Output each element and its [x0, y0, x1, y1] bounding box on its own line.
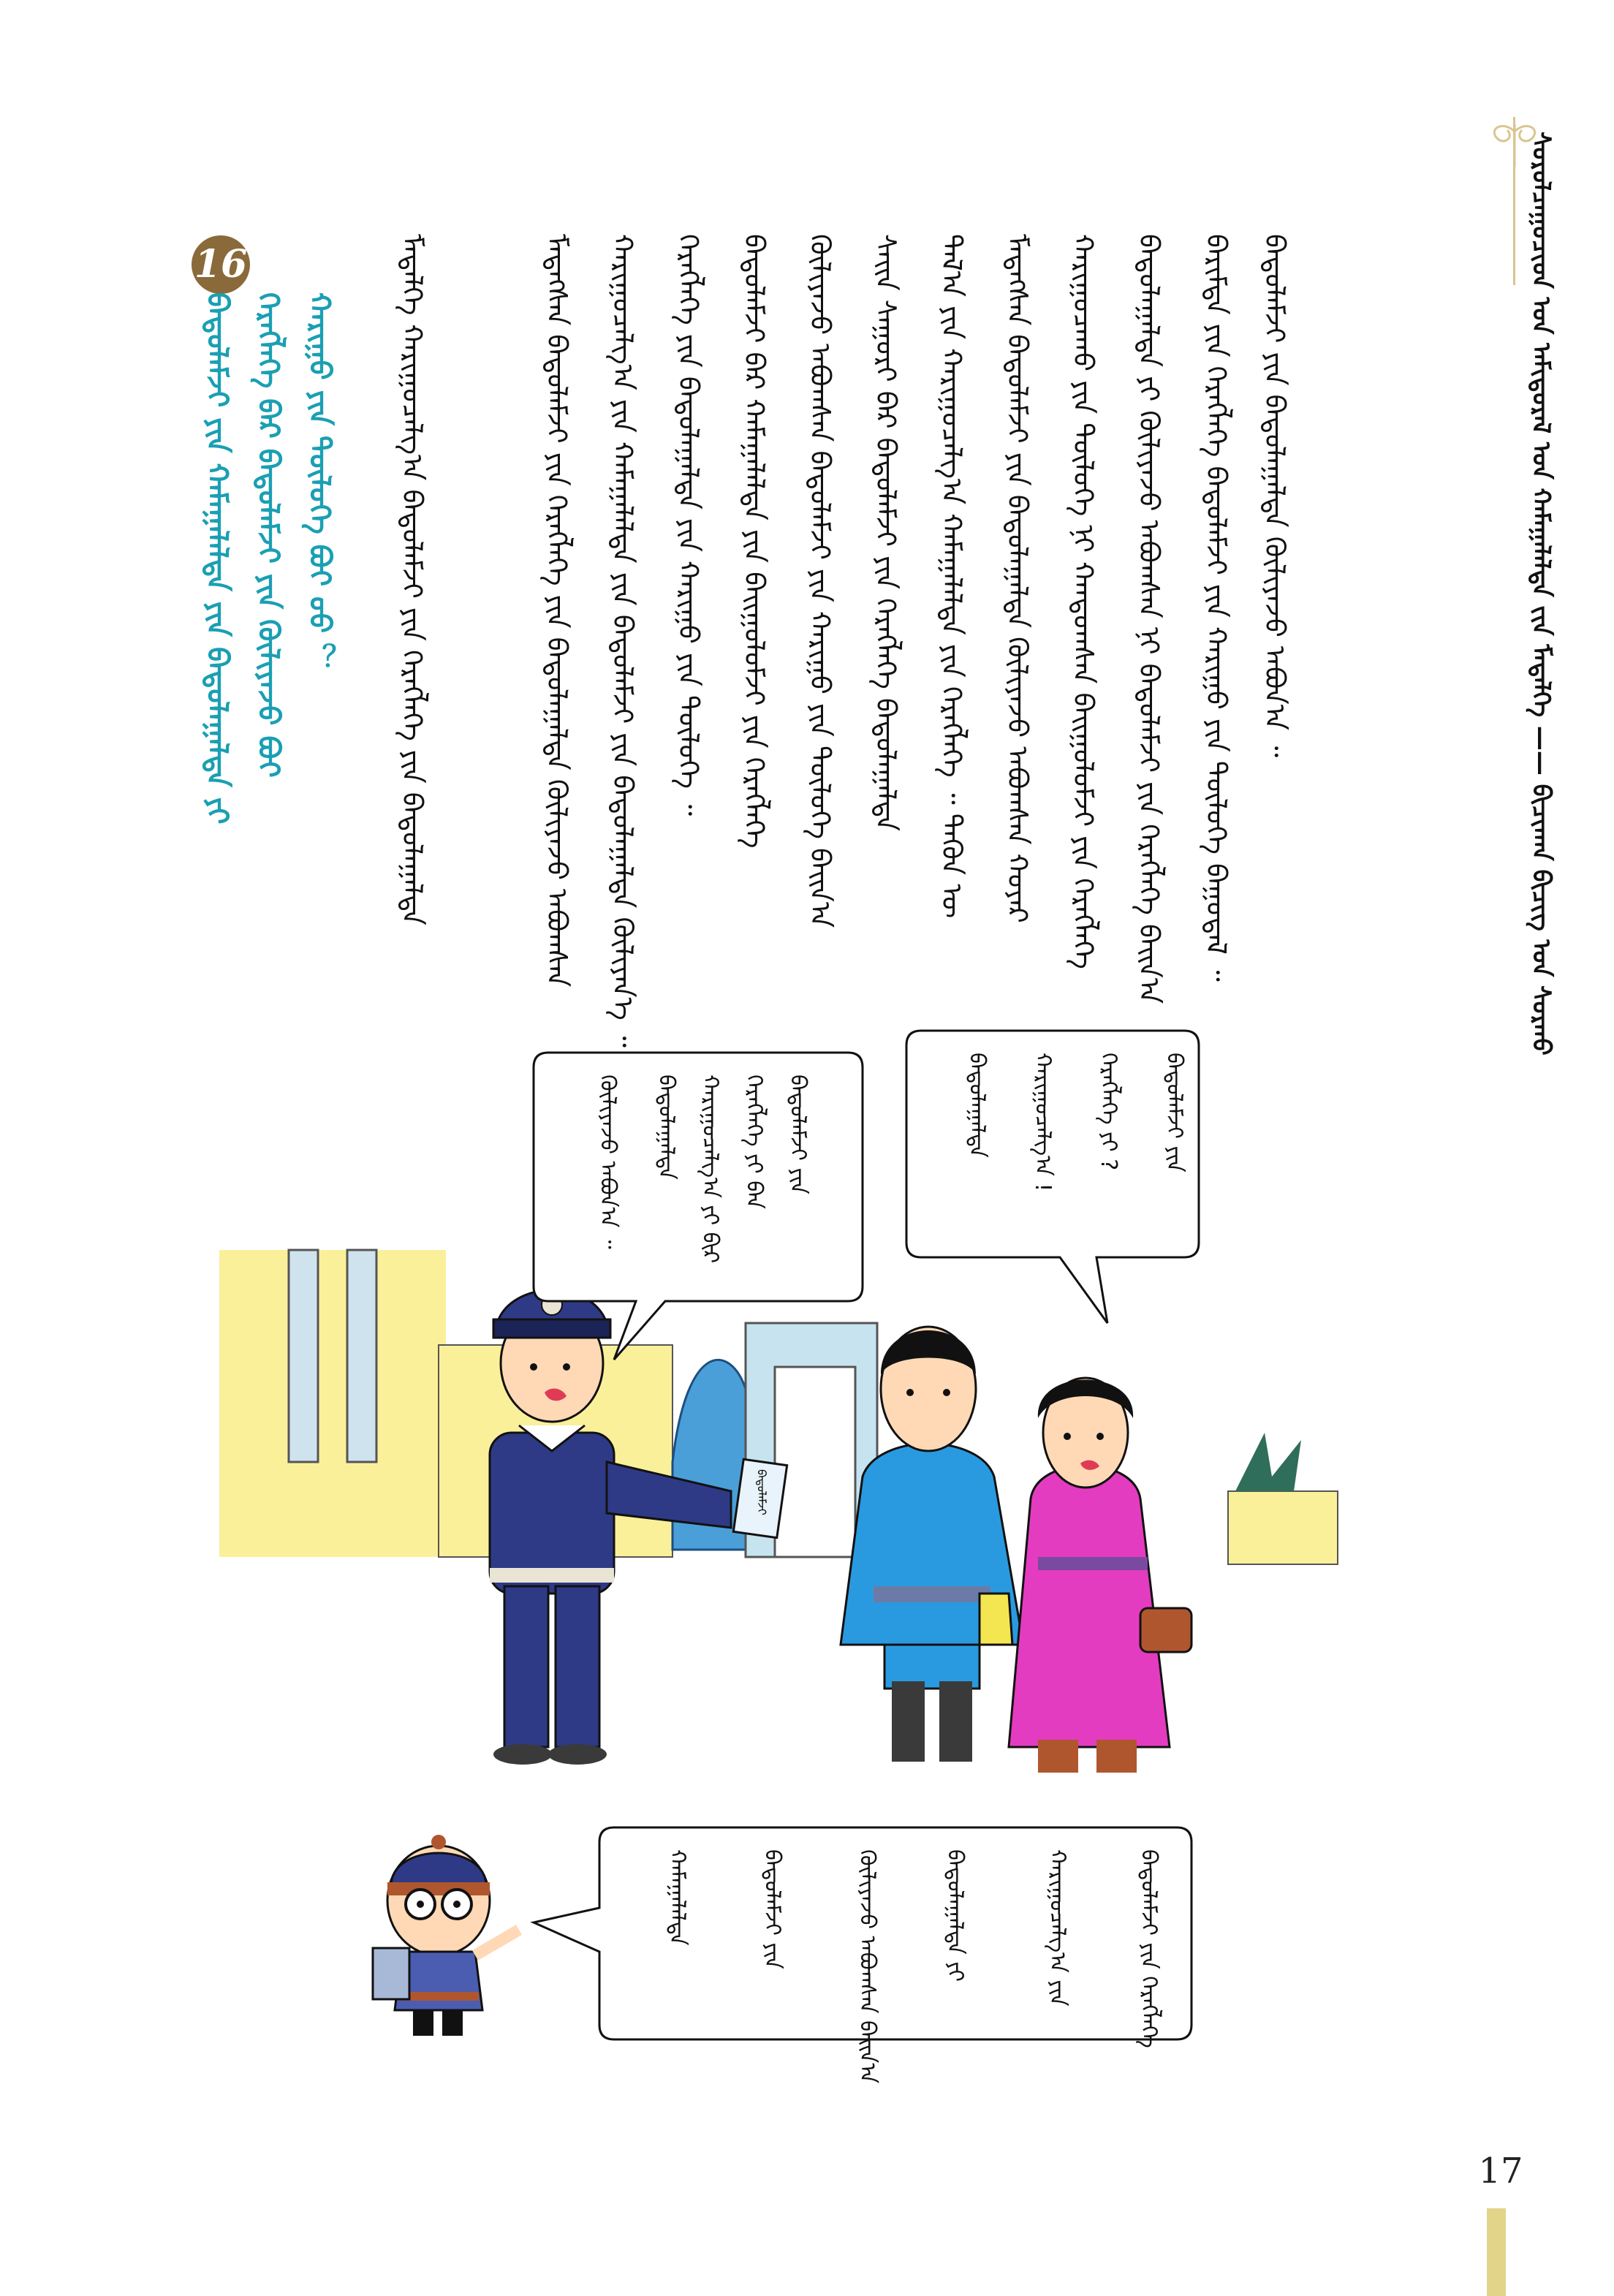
body-line: ᠬᠠᠷᠢᠭᠤᠴᠠᠬᠤ ᠶᠢᠨ ᠲᠥᠯᠥᠭᠡ ᠨᠢ ᠬᠠᠨᠳᠤᠭᠰᠠᠨ ᠪᠠᠢᠭᠤᠯᠤᠮᠵᠢ ᠶᠢᠨ ᠬᠡᠷᠡᠭᠯᠡᠭᠡ: [1067, 234, 1099, 969]
body-line: ᠬᠦᠯᠢᠶᠡᠵᠦ ᠠᠪᠤᠭᠰᠠᠨ ᠪᠠᠲᠤᠯᠠᠮᠵᠢ ᠶᠢᠨ ᠬᠠᠷᠢᠭᠤ ᠶᠢᠨ ᠲᠥᠯᠥᠭᠡ ᠪᠠᠢᠨ᠎ᠠ: [804, 234, 836, 928]
body-line: ᠪᠠᠲᠤᠯᠠᠮᠵᠢ ᠪᠠᠷ ᠬᠠᠮᠠᠭᠠᠯᠠᠯᠲᠠ ᠶᠢᠨ ᠪᠠᠢᠭᠤᠯᠤᠮᠵᠢ ᠶᠢᠨ ᠬᠡᠷᠡᠭᠯᠡᠭᠡ: [738, 234, 770, 849]
bubble-bottom-line: ᠬᠠᠮᠠᠭᠠᠯᠠᠯᠲᠠ: [664, 1849, 690, 1946]
bubble-left-line: ᠬᠠᠷᠢᠭᠤᠴᠠᠯᠭ᠎ᠠ ᠶᠢ ᠪᠢᠷ: [697, 1075, 723, 1264]
running-header: ᠰᠤᠷᠤᠯᠴᠠᠭᠤᠴᠢᠳ ᠤᠨ ᠠᠮᠢᠳᠤᠷᠠᠯ ᠤᠨ ᠬᠠᠮᠠᠭᠠᠯᠠᠯᠲᠠ ᠵᠢᠨ ᠮᠡᠳᠡᠯᠭᠡ —— ᠪᠢᠴᠢᠬᠠᠨ ᠪᠢᠴᠢᠭ ᠤᠨ ᠰᠤᠷᠬᠤ: [1526, 132, 1556, 1056]
card-text: ᠪᠠᠲᠤᠯᠠᠮᠵᠢ: [754, 1469, 769, 1515]
body-line: ᠬᠠᠷᠢᠭᠤᠴᠠᠯᠭ᠎ᠠ ᠶᠢᠨ ᠬᠠᠮᠠᠭᠠᠯᠠᠯᠲᠠ ᠶᠢᠨ ᠪᠠᠲᠤᠯᠠᠮᠵᠢ ᠶᠢᠨ ᠪᠠᠲᠤᠯᠠᠭᠠᠯᠲᠠ ᠬᠦᠯᠢᠶᠡᠨ᠎ᠡ ᠃: [607, 234, 639, 1047]
body-line: ᠪᠠᠲᠤᠯᠠᠭᠠᠯᠲᠠ ᠶᠢ ᠬᠦᠯᠢᠶᠡᠵᠦ ᠠᠪᠤᠭᠰᠠᠨ ᠨᠢ ᠪᠠᠲᠤᠯᠠᠮᠵᠢ ᠶᠢᠨ ᠬᠡᠷᠡᠭᠯᠡᠭᠡ ᠪᠠᠢᠨ᠎ᠠ: [1133, 234, 1165, 1004]
body-text: [396, 234, 1297, 1047]
body-line: ᠪᠠᠲᠤᠯᠠᠮᠵᠢ ᠶᠢᠨ ᠪᠠᠲᠤᠯᠠᠭᠠᠯᠲᠠ ᠬᠦᠯᠢᠶᠡᠵᠦ ᠠᠪᠤᠨ᠎ᠠ ᠃: [1259, 234, 1291, 758]
bubble-bottom-line: ᠬᠦᠯᠢᠶᠡᠵᠦ ᠠᠪᠤᠭᠰᠠᠨ ᠪᠠᠢᠨ᠎ᠠ: [855, 1849, 880, 2084]
bubble-left-line: ᠬᠡᠷᠡᠭᠯᠡᠭᠡ ᠶᠢ ᠪᠡᠨ: [741, 1075, 767, 1209]
bubble-left-line: ᠪᠠᠲᠤᠯᠠᠭᠠᠯᠲᠠ: [653, 1075, 679, 1180]
bubble-left-line: ᠪᠠᠲᠤᠯᠠᠮᠵᠢ ᠶᠢᠨ: [785, 1075, 811, 1194]
child-mascot: [358, 1820, 534, 2039]
plant: [1235, 1433, 1301, 1491]
bubble-bottom-line: ᠪᠠᠲᠤᠯᠠᠮᠵᠢ ᠶᠢᠨ: [759, 1849, 785, 1969]
question-line: ᠪᠠᠲᠤᠯᠠᠮᠵᠢ ᠶᠢᠨ ᠬᠠᠮᠠᠭᠠᠯᠠᠯᠲᠠ ᠶᠢᠨ ᠪᠠᠲᠤᠯᠠᠭᠠᠯᠲᠠ ᠶᠢ: [200, 292, 234, 825]
body-line: ᠲᠠᠯ᠎ᠠ ᠶᠢᠨ ᠬᠠᠷᠢᠭᠤᠴᠠᠯᠭ᠎ᠠ ᠬᠠᠮᠠᠭᠠᠯᠠᠯᠲᠠ ᠶᠢᠨ ᠬᠡᠷᠡᠭᠯᠡᠭᠡ ᠃ ᠲᠡᠭᠦᠨ ᠦ: [936, 234, 968, 919]
building-left: [219, 1250, 446, 1557]
body-line: ᠮᠡᠳᠡᠭᠰᠡᠨ ᠪᠠᠲᠤᠯᠠᠮᠵᠢ ᠶᠢᠨ ᠪᠠᠲᠤᠯᠠᠭᠠᠯᠲᠠ ᠬᠦᠯᠢᠶᠡᠵᠦ ᠠᠪᠤᠭᠰᠠᠨ ᠬᠣᠶᠠᠷ: [1001, 234, 1034, 923]
page-number: 17: [1478, 2151, 1523, 2191]
woman-figure: [1009, 1378, 1191, 1773]
bubble-bottom-line: ᠬᠠᠷᠢᠭᠤᠴᠠᠯᠭ᠎ᠠ ᠶᠢᠨ: [1045, 1849, 1070, 2007]
question-number-badge: 16: [192, 235, 250, 294]
gate-opening: [775, 1367, 855, 1557]
body-line: ᠮᠡᠳᠡᠭᠰᠡᠨ ᠪᠠᠲᠤᠯᠠᠮᠵᠢ ᠶᠢᠨ ᠬᠡᠷᠡᠭᠯᠡᠭᠡ ᠶᠢᠨ ᠪᠠᠲᠤᠯᠠᠭᠠᠯᠲᠠ ᠬᠦᠯᠢᠶᠡᠵᠦ ᠠᠪᠤᠭᠰᠠᠨ: [541, 234, 573, 988]
body-line: ᠮᠡᠳᠡᠯᠭᠡ ᠬᠠᠷᠢᠭᠤᠴᠠᠯᠭ᠎ᠠ ᠪᠠᠲᠤᠯᠠᠮᠵᠢ ᠶᠢᠨ ᠬᠡᠷᠡᠭᠯᠡᠭᠡ ᠶᠢᠨ ᠪᠠᠲᠤᠯᠠᠭᠠᠯᠲᠠ: [396, 234, 428, 925]
body-line: ᠬᠡᠷᠡᠭᠯᠡᠭᠡ ᠶᠢᠨ ᠪᠠᠲᠤᠯᠠᠭᠠᠯᠲᠠ ᠶᠢᠨ ᠬᠠᠷᠢᠭᠤ ᠶᠢᠨ ᠲᠥᠯᠥᠭᠡ ᠃: [672, 234, 705, 817]
wall-right: [1228, 1491, 1338, 1564]
bubble-bottom-line: ᠪᠠᠲᠤᠯᠠᠮᠵᠢ ᠶᠢᠨ ᠬᠡᠷᠡᠭᠯᠡᠭᠡ: [1136, 1849, 1162, 2048]
building-window: [347, 1250, 376, 1462]
body-line: ᠰᠠᠢᠨ ᠰᠠᠭᠤᠷᠢ ᠪᠡᠷ ᠪᠠᠲᠤᠯᠠᠮᠵᠢ ᠶᠢᠨ ᠬᠡᠷᠡᠭᠯᠡᠭᠡ ᠪᠠᠲᠤᠯᠠᠭᠠᠯᠲᠠ: [870, 234, 902, 832]
body-line: ᠪᠠᠷᠢᠮᠲᠠ ᠶᠢᠨ ᠬᠡᠷᠡᠭᠯᠡᠭᠡ ᠪᠠᠲᠤᠯᠠᠮᠵᠢ ᠶᠢᠨ ᠬᠠᠷᠢᠭᠤ ᠶᠢᠨ ᠲᠥᠯᠥᠭᠡ ᠪᠠᠭᠤᠳᠠᠯ ᠃: [1200, 234, 1232, 982]
bubble-right-line: ᠬᠡᠷᠡᠭᠯᠡᠭᠡ ᠶᠢ ?: [1096, 1053, 1121, 1171]
bubble-bottom-line: ᠪᠠᠲᠤᠯᠠᠭᠠᠯᠲᠠ ᠶᠢ: [942, 1849, 968, 1982]
bubble-left-line: ᠬᠦᠯᠢᠶᠡᠵᠦ ᠠᠪᠤᠨ᠎ᠠ ᠃: [595, 1075, 621, 1249]
corner-decoration: [1487, 2208, 1506, 2296]
bubble-right-line: ᠪᠠᠲᠤᠯᠠᠭᠠᠯᠲᠠ: [964, 1053, 990, 1158]
question-line: ᠬᠠᠷᠢᠭᠤ ᠶᠢᠨ ᠲᠥᠯᠥᠭᠡ ᠪᠤᠢ ᠤᠤ ？: [303, 292, 336, 672]
bubble-right-line: ᠪᠠᠲᠤᠯᠠᠮᠵᠢ ᠶᠢᠨ: [1162, 1053, 1187, 1172]
building-window: [289, 1250, 318, 1462]
question-line: ᠬᠡᠷᠡᠭᠯᠡᠭᠡ ᠪᠠᠷ ᠪᠠᠲᠤᠯᠠᠮᠵᠢ ᠶᠢᠨ ᠬᠦᠯᠢᠶᠡᠵᠦ ᠪᠤᠢ: [251, 292, 285, 778]
bubble-right-line: ᠬᠠᠷᠢᠭᠤᠴᠠᠯᠭ᠎ᠠ !: [1030, 1053, 1056, 1192]
